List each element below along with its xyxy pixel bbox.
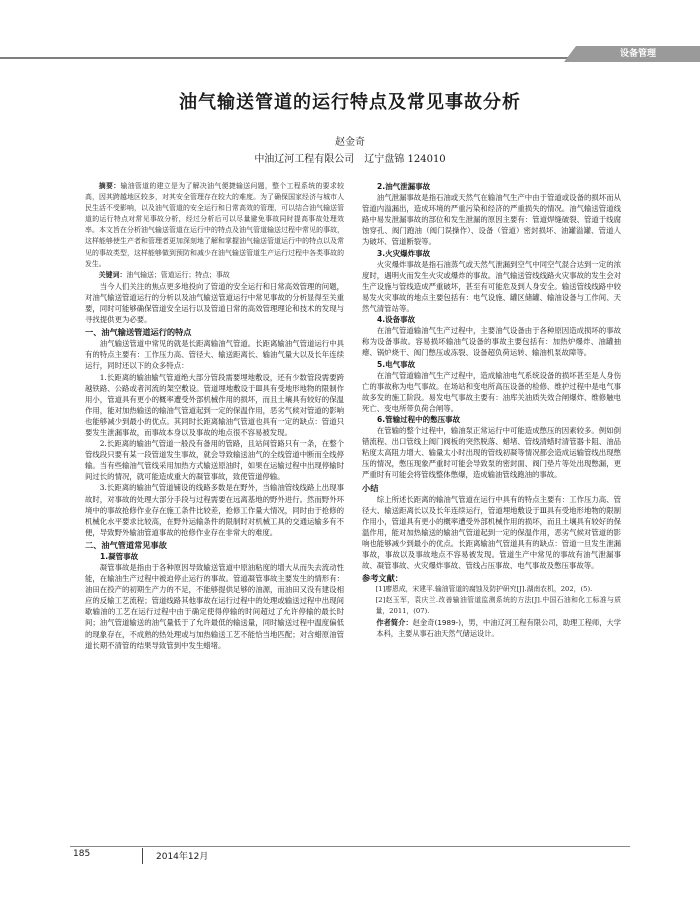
subsection-2-4-heading: 4.设备事故	[377, 315, 416, 325]
summary-heading: 小结	[362, 482, 379, 493]
reference-2: [2]赵玉军，袁庆兰.改善输油管道监测系统的方法[J].中国石油和化工标准与质量，2011，(07).	[375, 596, 621, 616]
subsection-2-5-paragraph: 在油气管道输油气生产过程中，造成输油电气系统设备的损坏甚至是人身伤亡的事故称为电气事故。在场站和变电所高压设备的检修、维护过程中是电气事故多发的施工阶段。易发电气事故主要有：油库关油质失效合闸爆炸、维修触电死亡、变电所带负荷合闸等。	[362, 370, 621, 413]
subsection-2-6-heading: 6.管输过程中的憋压事故	[377, 414, 461, 424]
author-bio-text: 赵金奇(1989-)，男，中油辽河工程有限公司，助理工程师，大学本科，主要从事石油天然气储运设计。	[376, 618, 621, 639]
abstract	[85, 181, 344, 270]
left-column	[85, 181, 344, 651]
subsection-2-1-paragraph: 凝管事故是指由于各种原因导致输送管道中原油粘度的增大从而失去流动性能，在输油生产过程中被迫停止运行的事故。管道凝管事故主要发生的情形有：油田在投产的初期生产力的不足，不能够提供足够的油源，而油田又没有建设相应的反输工艺流程；管道线路其他事故在运行过程中的处理或输送过程中出现间歇输油的工艺在运行过程中由于确定使得停输的时间超过了允许停输的最长时间；油气管道输送的油气量低于了允许最低的输送量，同时输送过程中温度偏低的现象存在，不成熟的热处理或与加热输送工艺不能恰当地匹配；对含蜡原油管道长期不清管的结果导致管到中发生蜡堵。	[85, 563, 344, 650]
section-1-paragraph-2: 1.长距离的输油输气管道绝大部分管段需要埋地敷设，还有少数管段需要跨越铁路、公路或者河流的架空敷设。管道埋地敷设于Ⅲ具有受地形地物的限制作用小，管道具有更小的概率遭受外部机械作用的损坏，而且土壤具有较好的保温作用，能对加热输送的输油气管道起到一定的保温作用，恶劣气候对管道的影响也能够减少到最小的优点。其同时长距离输油气管道也具有一定的缺点：管道只要发生泄漏事故，而事故本身以及事故的地点很不容易被发现。	[85, 372, 344, 437]
section-1-paragraph-3: 2.长距离的输油气管道一般没有备用的管路，且站间管路只有一条，在整个管线段只要有某一段管道发生事故，就会导致输送油气的全线管道中断而全线停输。当有些输油气管线采用加热方式输送原油时，如果在运输过程中出现停输时间过长的情况，就可能造成重大的凝管事故，致使管道停输。	[85, 439, 344, 482]
section-2-heading: 二、油气管道常见事故	[85, 539, 167, 550]
section-1-paragraph-4: 3.长距离的输油气管道铺设的线路多数是在野外，当输油管线线路上出现事故时，对事故的处理大部分手段与过程需要在远离基地的野外进行。然而野外环境中的事故抢修作业存在施工条件比较差，抢修工作量大情况，同时由于抢修的机械化水平要求比较高，在野外运输条件的限制时对机械工具的交通运输多有不便，导致野外输油管道事故的抢修作业存在非常大的难度。	[85, 483, 344, 537]
keywords-label: 关键词：	[98, 270, 127, 279]
keywords	[85, 270, 344, 281]
subsection-2-1-heading: 1.凝管事故	[100, 551, 139, 561]
reference-1: [1]廖恩成，宋建平.输油管道的腐蚀及防护研究[J].湖南农机，202，(5).	[375, 585, 593, 594]
section-1-paragraph-1: 油气输送管道中常见的就是长距离输油气管道。长距离输油气管道运行中具有的特点主要有：工作压力高、管径大、输送距离长、输油气量大以及长年连续运行，同时还以下的众多特点：	[85, 339, 344, 371]
article-author: 赵金奇	[335, 137, 365, 148]
page-footer	[0, 834, 700, 864]
page-header	[0, 0, 700, 68]
subsection-2-6-paragraph: 在管输的整个过程中，输油泵正常运行中可能造成憋压的因素较多。例如倒错流程、出口管线上阀门阀板的突然脱落、蜡堵、管线清蜡时清管器卡阻、油品粘度太高阻力增大、输量太小时出现的管线初凝等情况都会造成运输管线出现憋压的情况，憋压现象严重时可能会导致泵的密封面、阀门垫片等处出现憋漏，更严重时有可能会将管线整体憋爆，造成输油管线跑油的事故。	[362, 426, 621, 480]
abstract-text: 输油管道的建立是为了解决油气便捷输送问题，整个工程系统的要求较高，因其跨越地区较多，对其安全管理存在较大的难度。为了确保国家经济与城市人民生活不受影响，以及油气管道的安全运行和日常高效的管理，可以结合油气输送管道的运行特点对常见事故分析，经过分析后可以尽量避免事故同时提高事故处理效率。本文旨在分析油气输送管道在运行中的特点及油气管道输送过程中常见的事故，这样能够使生产者和管理者更加深刻地了解和掌握油气输送管道运行中的特点以及常见的事故类型，这样能够做到预防和减少在油气输送管道生产运行过程中各类事故的发生。	[85, 182, 345, 268]
intro-paragraph: 当今人们关注的焦点更多地投向了管道的安全运行和日常高效管理的问题，对油气输送管道运行的分析以及油气输送管道运行中常见事故的分析显得至关重要，同时可能够确保管道安全运行以及管道日常的高效管理理论和技术的发现与寻找提供更为必要。	[85, 281, 344, 325]
footer-divider	[142, 848, 143, 864]
summary-paragraph: 综上所述长距离的输油气管道在运行中具有的特点主要有：工作压力高、管径大、输送距离长以及长年连续运行，管道埋地敷设于Ⅲ具有受地形地物的限制作用小，管道具有更小的概率遭受外部机械作用的损坏，而且土壤具有较好的保温作用，能对加热输送的输油气管道起到一定的保温作用，恶劣气候对管道的影响也能够减少到最小的优点。长距离输油气管道具有的缺点：管道一旦发生泄漏事故，事故以及事故地点不容易被发现。管道生产中常见的事故有油气泄漏事故、凝管事故、火灾爆炸事故、管线占压事故、电气事故及憋压事故等。	[362, 494, 621, 571]
author-bio	[362, 617, 621, 639]
article-title: 油气输送管道的运行特点及常见事故分析	[179, 92, 521, 113]
right-column	[362, 181, 621, 639]
page-number: 185	[73, 849, 91, 859]
section-tab: 设备管理	[576, 46, 700, 62]
subsection-2-2-heading: 2.油气泄漏事故	[377, 182, 431, 191]
subsection-2-3-heading: 3.火灾爆炸事故	[377, 248, 431, 258]
author-bio-label: 作者简介：	[376, 618, 413, 628]
abstract-label: 摘要：	[98, 182, 121, 190]
subsection-2-3-paragraph: 火灾爆炸事故是指石油蒸气或天然气泄漏到空气中同空气混合达到一定的浓度时，遇明火而发生火灾或爆炸的事故。油气输送管线线路火灾事故的发生会对生产设施与管线造成严重破坏，甚至有可能危及到人身安全。输送管线线路中较易发火灾事故的地点主要包括有：电气设施、罐区储罐、输油设备与工作间、天然气清管站等。	[362, 259, 621, 314]
references-heading: 参考文献：	[362, 573, 403, 584]
issue-date: 2014年12月	[156, 852, 209, 862]
section-1-heading: 一、油气输送管道运行的特点	[85, 327, 192, 338]
subsection-2-4-paragraph: 在油气管道输油气生产过程中，主要油气设备由于各种原因造成损坏的事故称为设备事故。容易损坏输油气设备的事故主要包括有：加热炉爆炸、油罐抽瘪、锅炉烧干、阀门憋压或冻裂、设备超负荷运转、输油机泵故障等。	[362, 326, 621, 358]
subsection-2-5-heading: 5.电气事故	[377, 359, 416, 369]
subsection-2-2-paragraph: 油气泄漏事故是指石油或天然气在输油气生产中由于管道或设备的损坏而从管道内溢漏出，造成环境的严重污染和经济的严重损失的情况。油气输送管道线路中易发泄漏事故的部位和发生泄漏的原因主要有：管道焊缝破裂、管道于线腐蚀穿孔、阀门跑油（阀门误操作）、设备（管道）密封损坏、油罐溢罐、管道人为破坏、管道断裂等。	[362, 193, 621, 247]
article-affiliation: 中油辽河工程有限公司 辽宁盘锦 124010	[254, 154, 446, 165]
keywords-text: 油气输送；管道运行；特点；事故	[126, 270, 230, 279]
footer-rule	[70, 846, 630, 847]
